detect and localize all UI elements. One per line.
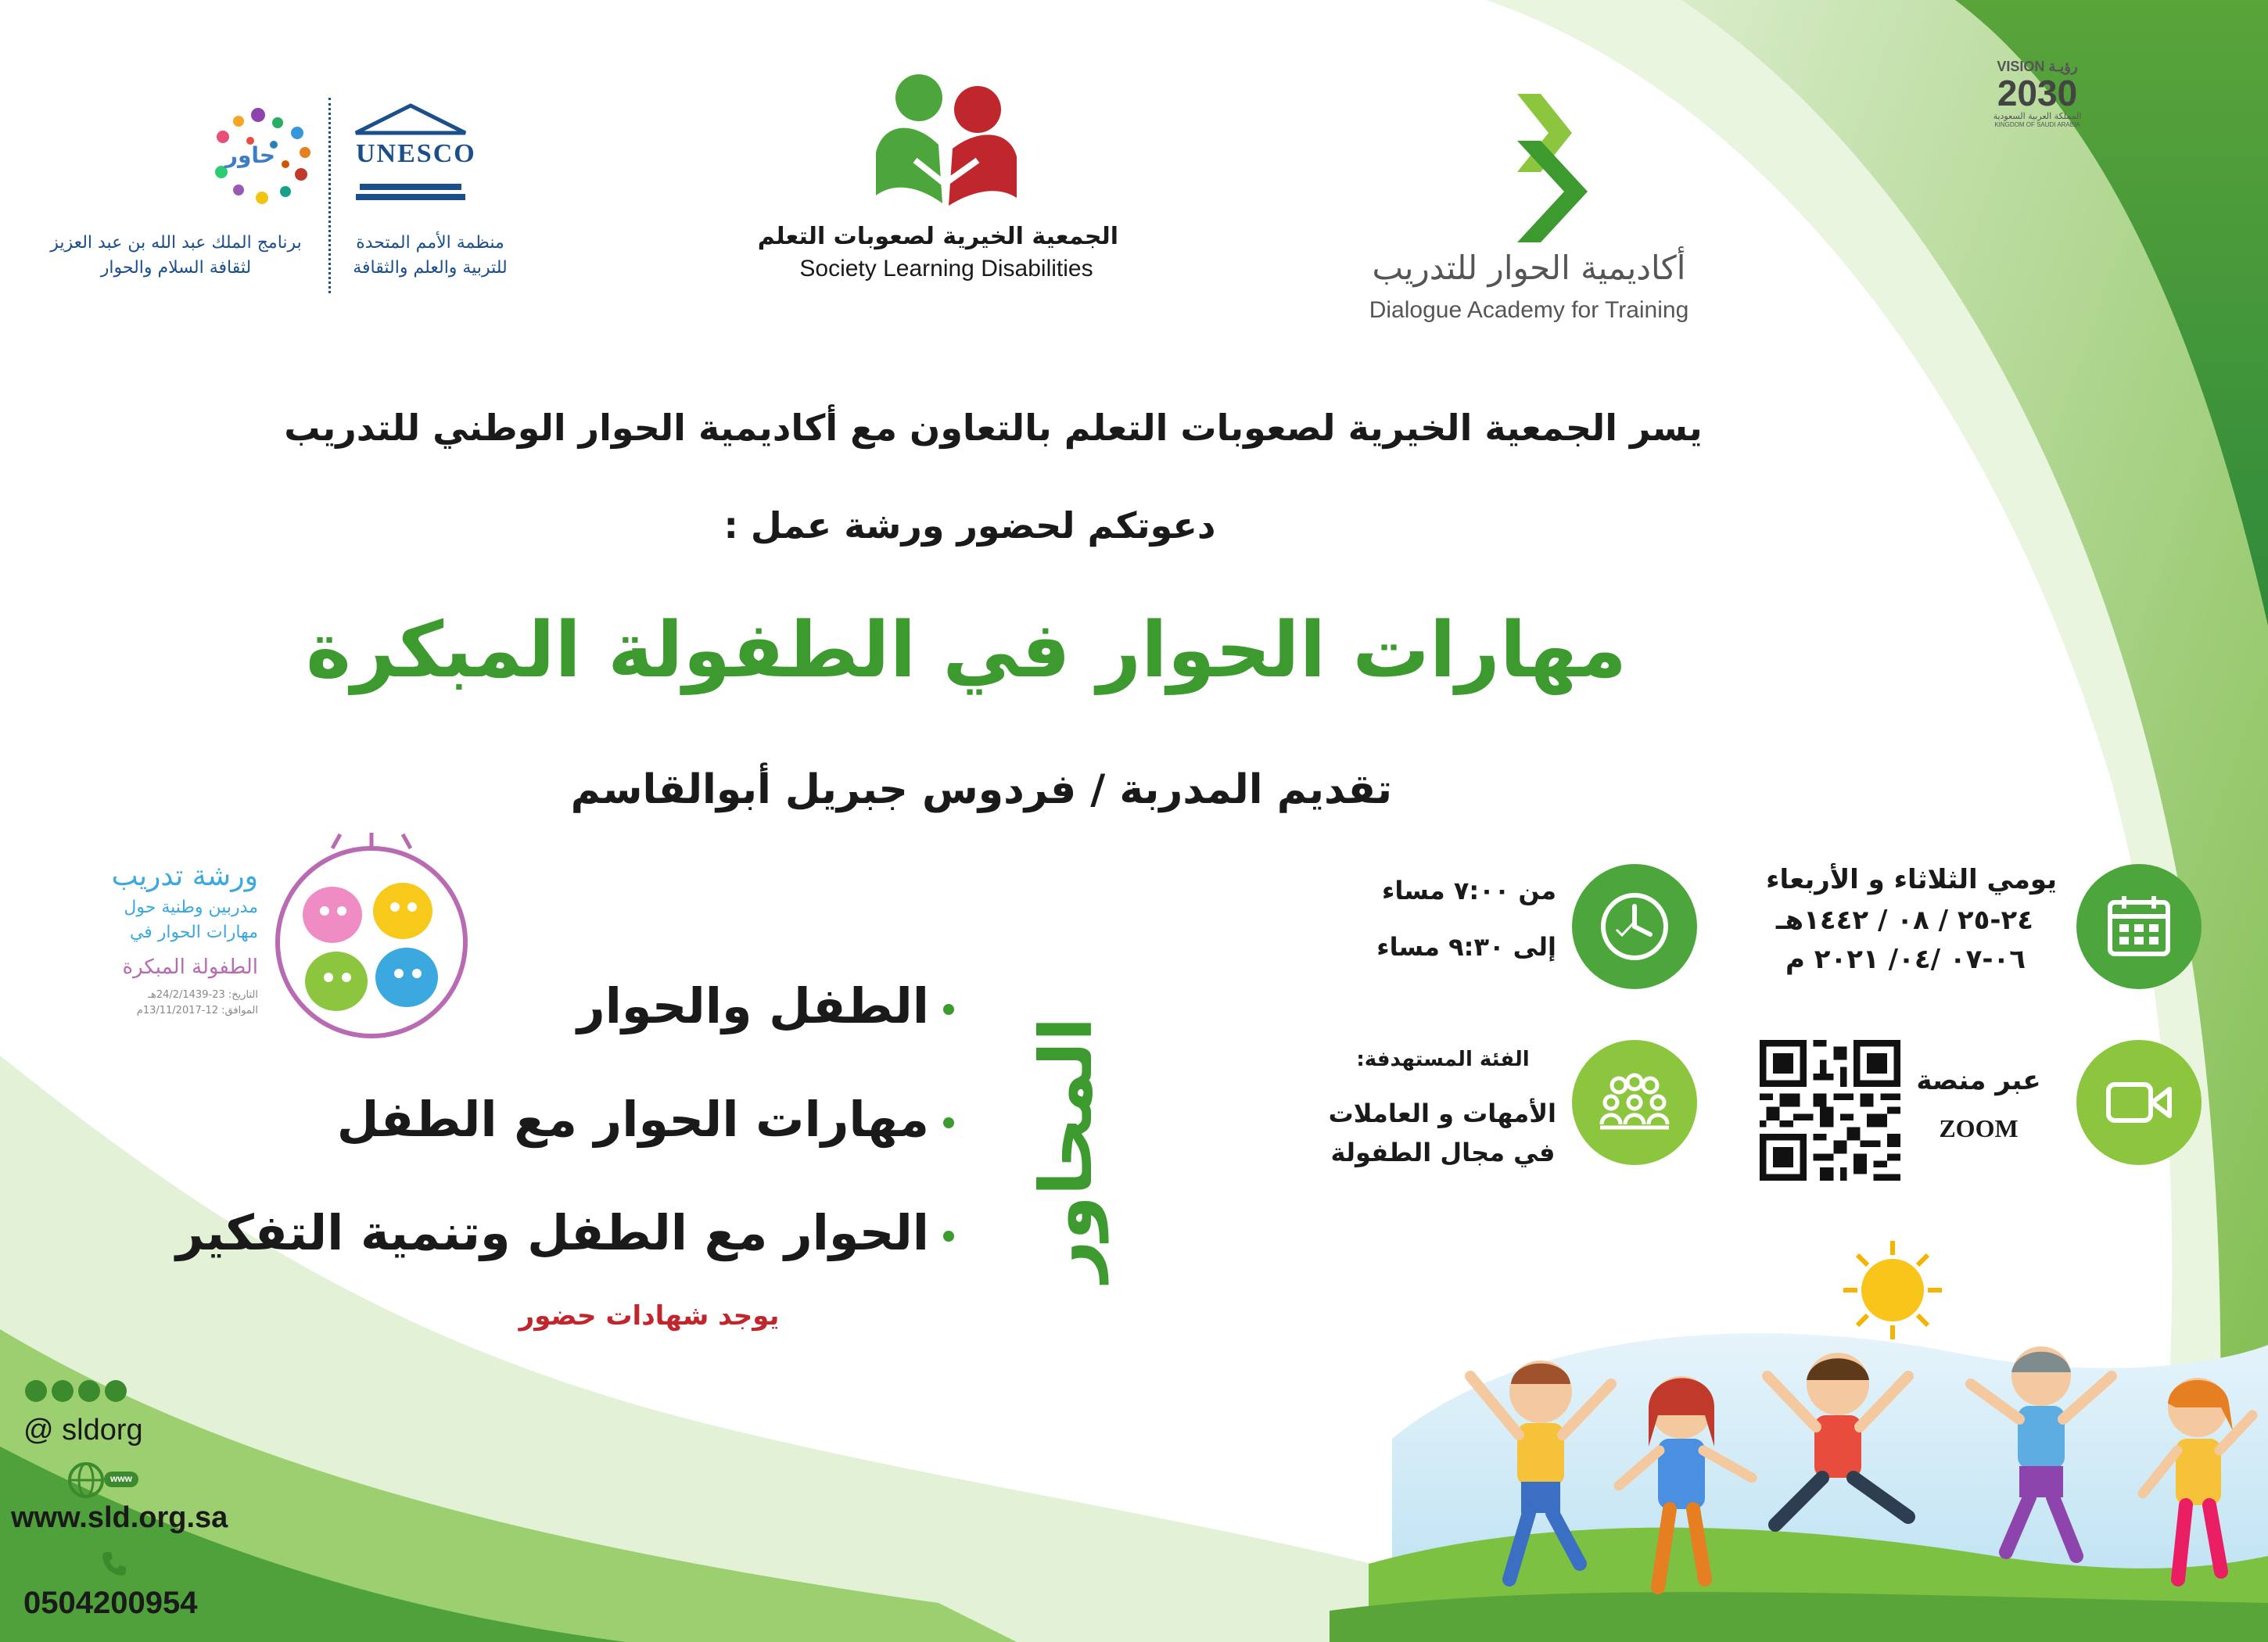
schedule-days: يومي الثلاثاء و الأربعاء: [1766, 864, 2057, 895]
website-link[interactable]: www.sld.org.sa: [11, 1501, 228, 1534]
sun-icon: [1842, 1239, 1943, 1341]
calendar-icon: [2076, 864, 2202, 989]
logo-divider: [328, 98, 331, 293]
workshop-title: مهارات الحوار في الطفولة المبكرة: [306, 606, 1627, 695]
qr-code[interactable]: [1760, 1040, 1900, 1181]
time-from: من ٧:٠٠ مساء: [1381, 876, 1556, 905]
bullet-3: [943, 1231, 954, 1242]
hawer-mark: حاور: [224, 142, 276, 168]
academy-chevron-icon: [1509, 94, 1595, 242]
badge-line2: مهارات الحوار في: [129, 923, 258, 942]
bullet-2: [943, 1117, 954, 1128]
axes-item-1-text: الطفل والحوار: [576, 977, 929, 1034]
time-to: إلى ٩:٣٠ مساء: [1376, 932, 1556, 962]
www-tag: www: [109, 1473, 132, 1484]
platform-name: ZOOM: [1939, 1114, 2019, 1142]
youtube-icon[interactable]: [25, 1380, 47, 1402]
intro-line-1: يسر الجمعية الخيرية لصعوبات التعلم بالتعاون مع أكاديمية الحوار الوطني للتدريب: [284, 407, 1703, 449]
vision-sub-en: KINGDOM OF SAUDI ARABIA: [1994, 121, 2080, 128]
schedule-gregorian: ٠٦-٠٧ /٠٤/ ٢٠٢١ م: [1785, 944, 2026, 975]
axes-item-3: [176, 1204, 954, 1261]
platform-label: عبر منصة: [1916, 1065, 2041, 1096]
society-logo-icon: [868, 66, 1025, 215]
academy-name-ar: أكاديمية الحوار للتدريب: [1372, 249, 1686, 287]
axes-item-2-text: مهارات الحوار مع الطفل: [336, 1091, 929, 1148]
intro-line-2: دعوتكم لحضور ورشة عمل :: [723, 504, 1216, 547]
axes-item-2: [336, 1091, 954, 1148]
clock-icon: [1572, 864, 1697, 989]
hawer-line1: برنامج الملك عبد الله بن عبد العزيز: [50, 233, 302, 253]
certificates-note: يوجد شهادات حضور: [519, 1300, 780, 1332]
unesco-line1: منظمة الأمم المتحدة: [356, 233, 504, 253]
vision-top: VISION رؤيـة: [1997, 59, 2078, 74]
vision-2030-logo: [1971, 59, 2104, 145]
video-camera-icon: [2076, 1040, 2202, 1165]
bullet-1: [943, 1004, 954, 1015]
audience-line2: في مجال الطفولة: [1330, 1138, 1556, 1167]
instagram-icon[interactable]: [105, 1380, 127, 1402]
badge-line1: مدربين وطنية حول: [124, 898, 258, 917]
axes-label: المحاور: [1025, 1016, 1108, 1282]
audience-line1: الأمهات و العاملات: [1328, 1099, 1556, 1128]
society-name-en: Society Learning Disabilities: [799, 256, 1093, 281]
axes-item-3-text: الحوار مع الطفل وتنمية التفكير: [176, 1204, 929, 1261]
schedule-hijri: ٢٤-٢٥ / ٠٨ / ١٤٤٢هـ: [1775, 905, 2033, 936]
vision-number: 2030: [1997, 73, 2078, 113]
society-name-ar: الجمعية الخيرية لصعوبات التعلم: [757, 223, 1118, 250]
badge-line3: الطفولة المبكرة: [122, 955, 258, 979]
phone-number[interactable]: 0504200954: [23, 1586, 198, 1620]
trainer-line: تقديم المدربة / فردوس جبريل أبوالقاسم: [570, 766, 1392, 813]
badge-line4: التاريخ: 23-24/2/1439هـ: [148, 989, 258, 1001]
audience-label: الفئة المستهدفة:: [1356, 1048, 1530, 1071]
social-handle[interactable]: @ sldorg: [23, 1414, 143, 1447]
workshop-badge-faces-icon: [270, 833, 473, 1044]
vision-sub-ar: المملكة العربية السعودية: [1993, 111, 2082, 121]
group-people-icon: [1572, 1040, 1697, 1165]
badge-title: ورشة تدريب: [111, 860, 258, 892]
badge-line5: الموافق: 12-13/11/2017م: [136, 1005, 258, 1016]
axes-item-1: [547, 977, 954, 1034]
facebook-icon[interactable]: [78, 1380, 100, 1402]
twitter-icon[interactable]: [52, 1380, 74, 1402]
unesco-line2: للتربية والعلم والثقافة: [353, 258, 508, 278]
phone-icon: [100, 1550, 128, 1578]
kids-jumping-illustration: [1423, 1329, 2268, 1642]
academy-name-en: Dialogue Academy for Training: [1369, 297, 1689, 323]
social-icons-row: [25, 1380, 150, 1405]
hawer-line2: لثقافة السلام والحوار: [100, 258, 252, 278]
unesco-mark: UNESCO: [356, 139, 476, 168]
